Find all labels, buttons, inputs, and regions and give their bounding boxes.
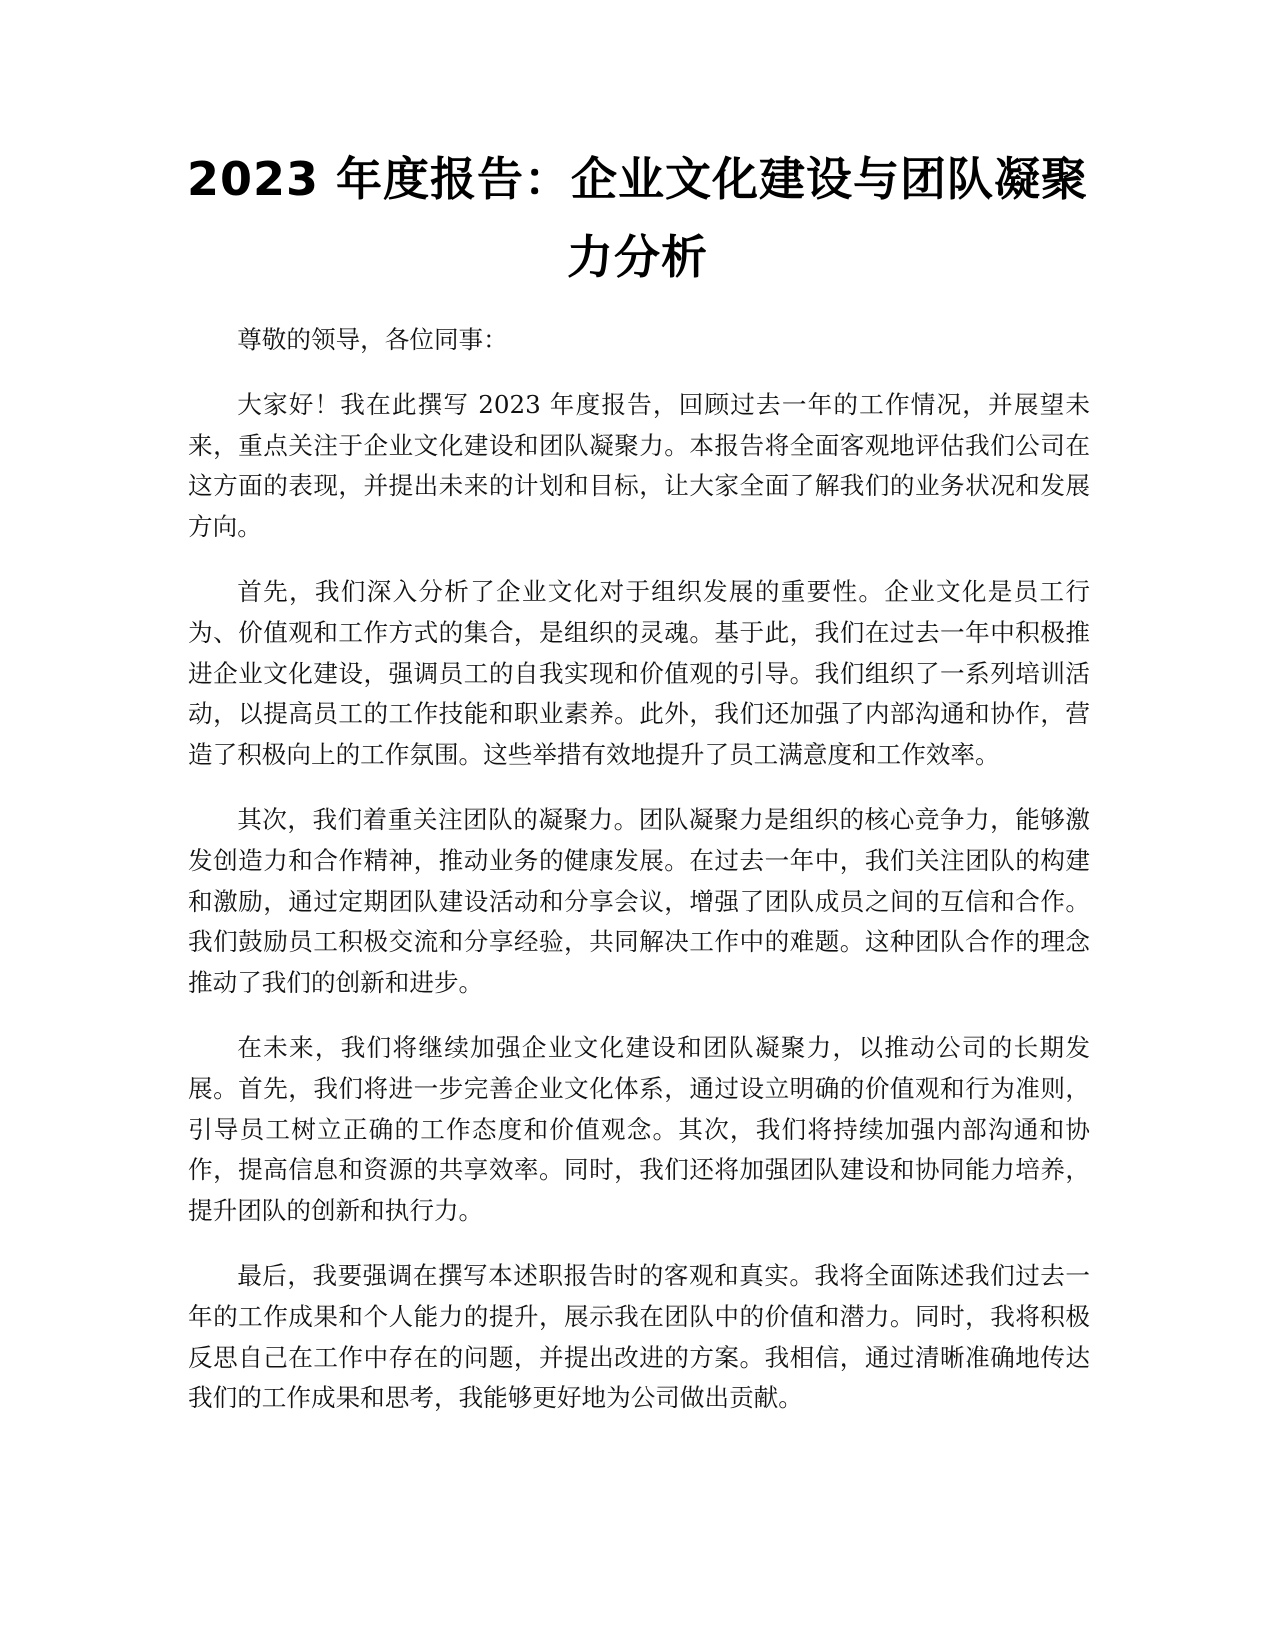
paragraph-conclusion: 最后，我要强调在撰写本述职报告时的客观和真实。我将全面陈述我们过去一年的工作成果和个人能力的提升，展示我在团队中的价值和潜力。同时，我将积极反思自己在工作中存在的问题，并提出改进的方案。我相信，通过清晰准确地传达我们的工作成果和思考，我能够更好地为公司做出贡献。 <box>188 1260 1090 1413</box>
document-title: 2023 年度报告：企业文化建设与团队凝聚力分析 <box>186 152 1089 284</box>
document-body <box>188 320 1090 1443</box>
paragraph-team-cohesion: 其次，我们着重关注团队的凝聚力。团队凝聚力是组织的核心竞争力，能够激发创造力和合作精神，推动业务的健康发展。在过去一年中，我们关注团队的构建和激励，通过定期团队建设活动和分享会议，增强了团队成员之间的互信和合作。我们鼓励员工积极交流和分享经验，共同解决工作中的难题。这种团队合作的理念推动了我们的创新和进步。 <box>188 804 1090 998</box>
paragraph-corporate-culture: 首先，我们深入分析了企业文化对于组织发展的重要性。企业文化是员工行为、价值观和工作方式的集合，是组织的灵魂。基于此，我们在过去一年中积极推进企业文化建设，强调员工的自我实现和价值观的引导。我们组织了一系列培训活动，以提高员工的工作技能和职业素养。此外，我们还加强了内部沟通和协作，营造了积极向上的工作氛围。这些举措有效地提升了员工满意度和工作效率。 <box>188 576 1090 770</box>
paragraph-future-plans: 在未来，我们将继续加强企业文化建设和团队凝聚力，以推动公司的长期发展。首先，我们将进一步完善企业文化体系，通过设立明确的价值观和行为准则，引导员工树立正确的工作态度和价值观念。其次，我们将持续加强内部沟通和协作，提高信息和资源的共享效率。同时，我们还将加强团队建设和协同能力培养，提升团队的创新和执行力。 <box>188 1032 1090 1226</box>
salutation: 尊敬的领导，各位同事： <box>237 325 508 354</box>
paragraph-intro: 大家好！我在此撰写 2023 年度报告，回顾过去一年的工作情况，并展望未来，重点关注于企业文化建设和团队凝聚力。本报告将全面客观地评估我们公司在这方面的表现，并提出未来的计划和目标，让大家全面了解我们的业务状况和发展方向。 <box>188 389 1090 542</box>
